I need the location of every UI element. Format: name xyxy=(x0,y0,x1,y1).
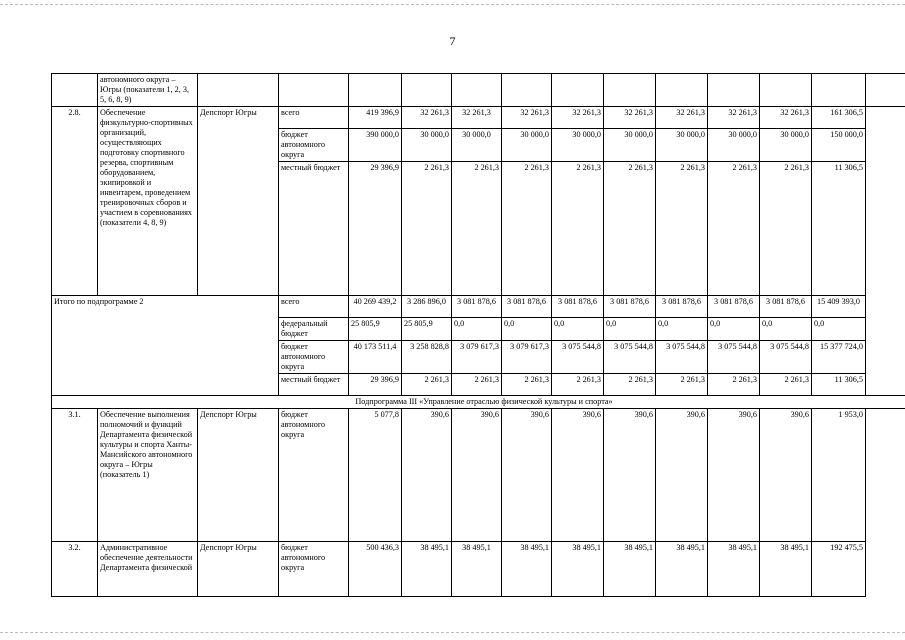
cell-value: 0,0 xyxy=(812,318,866,341)
cell-executor: Депспорт Югры xyxy=(198,542,279,597)
cell-value: 25 805,9 xyxy=(349,318,402,341)
cell-value: 30 000,0 xyxy=(760,129,812,162)
cell-value: 11 306,5 xyxy=(812,374,866,396)
cell-number: 3.1. xyxy=(52,409,98,542)
cell-value: 390,6 xyxy=(604,409,656,542)
cell-executor: Депспорт Югры xyxy=(198,107,279,296)
cell-source: бюджет автономного округа xyxy=(279,542,349,597)
cell-value: 32 261,3 xyxy=(708,107,760,129)
cell-value: 32 261,3 xyxy=(502,107,552,129)
cell-value: 1 953,0 xyxy=(812,409,866,542)
cell-value: 390,6 xyxy=(452,409,502,542)
cell-source: всего xyxy=(279,296,349,318)
cell-value: 3 079 617,3 xyxy=(452,341,502,374)
cell-value: 32 261,3 xyxy=(552,107,604,129)
cell-value: 390,6 xyxy=(552,409,604,542)
cell-value: 3 286 896,0 xyxy=(402,296,452,318)
cell-value: 2 261,3 xyxy=(552,162,604,296)
cell-value: 32 261,3 xyxy=(656,107,708,129)
cell-value: 3 081 878,6 xyxy=(760,296,812,318)
cell-value: 40 173 511,4 xyxy=(349,341,402,374)
cell-source: федеральный бюджет xyxy=(279,318,349,341)
cell-value: 3 075 544,8 xyxy=(708,341,760,374)
cell-value: 390,6 xyxy=(708,409,760,542)
cell-number: 3.2. xyxy=(52,542,98,597)
cell-value: 3 258 828,8 xyxy=(402,341,452,374)
cell-value: 2 261,3 xyxy=(760,374,812,396)
cell-value: 3 081 878,6 xyxy=(502,296,552,318)
cell-value: 2 261,3 xyxy=(552,374,604,396)
cell-value: 3 075 544,8 xyxy=(604,341,656,374)
cell-value: 29 396,9 xyxy=(349,374,402,396)
cell-value: 0,0 xyxy=(502,318,552,341)
cell-value: 390 000,0 xyxy=(349,129,402,162)
cell-value: 390,6 xyxy=(760,409,812,542)
cell-value: 419 396,9 xyxy=(349,107,402,129)
cell-value: 390,6 xyxy=(402,409,452,542)
cell-name: автономного округа – Югры (показатели 1, 2, 3, 5, 6, 8, 9) xyxy=(98,74,198,107)
cell-value: 32 261,3 xyxy=(402,107,452,129)
cell-name: Обеспечение выполнения полномочий и функций Департамента физической культуры и спорта Ханты-Мансийского автономного округа – Югры (показатель 1) xyxy=(98,409,198,542)
cell-value: 38 495,1 xyxy=(502,542,552,597)
cell-source: бюджет автономного округа xyxy=(279,129,349,162)
cell-value: 2 261,3 xyxy=(656,162,708,296)
cell-value: 30 000,0 xyxy=(452,129,502,162)
cell-value: 15 409 393,0 xyxy=(812,296,866,318)
cell-value: 3 079 617,3 xyxy=(502,341,552,374)
cell-value: 40 269 439,2 xyxy=(349,296,402,318)
cell-value: 150 000,0 xyxy=(812,129,866,162)
cell-value: 3 081 878,6 xyxy=(452,296,502,318)
cell-source: всего xyxy=(279,107,349,129)
cell-value: 15 377 724,0 xyxy=(812,341,866,374)
cell-value: 0,0 xyxy=(656,318,708,341)
cell-value: 11 306,5 xyxy=(812,162,866,296)
cell-value: 2 261,3 xyxy=(604,162,656,296)
table-row xyxy=(52,296,905,318)
cell-source: бюджет автономного округа xyxy=(279,341,349,374)
cell-value: 38 495,1 xyxy=(708,542,760,597)
cell-executor: Депспорт Югры xyxy=(198,409,279,542)
scan-edge-top xyxy=(0,4,905,5)
cell-value: 2 261,3 xyxy=(452,162,502,296)
budget-table xyxy=(51,73,905,597)
cell-value: 38 495,1 xyxy=(452,542,502,597)
table-row xyxy=(52,409,905,542)
subprogram-title: Подпрограмма III «Управление отраслью физической культуры и спорта» xyxy=(52,396,905,409)
cell-value: 2 261,3 xyxy=(502,374,552,396)
table-row xyxy=(52,396,905,409)
cell-value: 3 081 878,6 xyxy=(604,296,656,318)
cell-value: 3 081 878,6 xyxy=(708,296,760,318)
cell-value: 390,6 xyxy=(656,409,708,542)
cell-value: 2 261,3 xyxy=(502,162,552,296)
cell-value: 32 261,3 xyxy=(452,107,502,129)
cell-value: 161 306,5 xyxy=(812,107,866,129)
cell-number: 2.8. xyxy=(52,107,98,296)
cell-value: 30 000,0 xyxy=(402,129,452,162)
cell-value: 2 261,3 xyxy=(656,374,708,396)
cell-value: 3 081 878,6 xyxy=(552,296,604,318)
cell-value: 192 475,5 xyxy=(812,542,866,597)
cell-value: 0,0 xyxy=(552,318,604,341)
cell-value: 3 075 544,8 xyxy=(760,341,812,374)
cell-value: 30 000,0 xyxy=(708,129,760,162)
cell-value: 2 261,3 xyxy=(604,374,656,396)
table-row xyxy=(52,74,905,107)
cell-value: 2 261,3 xyxy=(452,374,502,396)
cell-value: 2 261,3 xyxy=(708,374,760,396)
cell-name: Административное обеспечение деятельности Департамента физической xyxy=(98,542,198,597)
cell-value: 3 075 544,8 xyxy=(552,341,604,374)
cell-value: 32 261,3 xyxy=(760,107,812,129)
cell-value: 32 261,3 xyxy=(604,107,656,129)
cell-value: 5 077,8 xyxy=(349,409,402,542)
subtotal-label: Итого по подпрограмме 2 xyxy=(52,296,279,396)
table-row xyxy=(52,542,905,597)
cell-value: 38 495,1 xyxy=(402,542,452,597)
scan-edge-bottom xyxy=(0,632,905,633)
cell-value: 2 261,3 xyxy=(760,162,812,296)
cell-value: 38 495,1 xyxy=(604,542,656,597)
cell-value: 29 396,9 xyxy=(349,162,402,296)
cell-value: 0,0 xyxy=(760,318,812,341)
cell-value: 3 081 878,6 xyxy=(656,296,708,318)
cell-source: местный бюджет xyxy=(279,162,349,296)
cell-value: 30 000,0 xyxy=(656,129,708,162)
cell-value: 2 261,3 xyxy=(708,162,760,296)
table-row xyxy=(52,107,905,129)
cell-value: 500 436,3 xyxy=(349,542,402,597)
page-number: 7 xyxy=(449,34,456,48)
cell-source: местный бюджет xyxy=(279,374,349,396)
cell-value: 2 261,3 xyxy=(402,162,452,296)
cell-name: Обеспечение физкультурно-спортивных организаций, осуществляющих подготовку спортивного резерва, спортивным оборудованием, экипировкой и инвентарем, проведением тренировочных сборов и участием в соревнованиях (показатели 4, 8, 9) xyxy=(98,107,198,296)
cell-value: 38 495,1 xyxy=(760,542,812,597)
cell-value: 25 805,9 xyxy=(402,318,452,341)
cell-value: 3 075 544,8 xyxy=(656,341,708,374)
cell-value: 38 495,1 xyxy=(552,542,604,597)
cell-value: 0,0 xyxy=(708,318,760,341)
cell-value: 390,6 xyxy=(502,409,552,542)
cell-value: 30 000,0 xyxy=(604,129,656,162)
cell-source: бюджет автономного округа xyxy=(279,409,349,542)
cell-value: 2 261,3 xyxy=(402,374,452,396)
cell-value: 0,0 xyxy=(604,318,656,341)
cell-value: 30 000,0 xyxy=(502,129,552,162)
cell-value: 30 000,0 xyxy=(552,129,604,162)
cell-value: 0,0 xyxy=(452,318,502,341)
table-body xyxy=(52,74,905,597)
cell-value: 38 495,1 xyxy=(656,542,708,597)
